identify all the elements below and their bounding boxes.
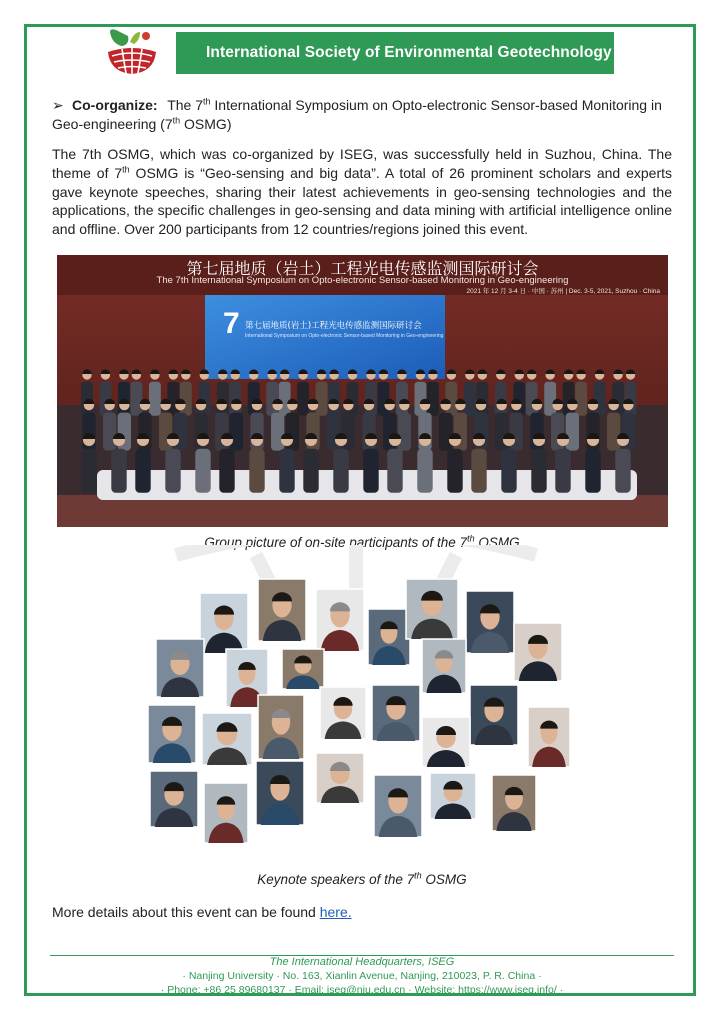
- photo-banner-en: The 7th International Symposium on Opto-electronic Sensor-based Monitoring in Geo-engineering: [156, 275, 569, 286]
- banner-title: International Society of Environmental Geotechnology: [206, 44, 612, 61]
- co-organize-heading: [52, 96, 674, 134]
- caption-text: OSMG: [421, 872, 467, 887]
- ordinal-sup: th: [122, 164, 130, 175]
- footer-contact: · Phone: +86 25 89680137 · Email: iseg@nju.edu.cn · Website: https://www.iseg.info/ ·: [160, 984, 564, 996]
- more-details: [52, 904, 352, 920]
- group-photo: [57, 255, 668, 527]
- society-banner: [176, 32, 614, 74]
- keynote-collage: [136, 545, 576, 865]
- screen-title-en: International Symposium on Opto-electronic Sensor-based Monitoring in Geo-engineering: [245, 333, 444, 339]
- event-description: [52, 145, 672, 239]
- ordinal-sup: th: [172, 115, 181, 126]
- footer-address: · Nanjing University · No. 163, Xianlin Avenue, Nanjing, 210023, P. R. China ·: [182, 970, 542, 982]
- co-organize-text: OSMG): [180, 116, 232, 132]
- ordinal-sup: th: [467, 533, 475, 544]
- screen-number: 7: [223, 307, 240, 340]
- caption-text: Group picture of on-site participants of the 7: [204, 535, 468, 550]
- screen-title-cn: 第七届地质(岩土)工程光电传感监测国际研讨会: [245, 321, 422, 331]
- caption-text: Keynote speakers of the 7: [257, 872, 415, 887]
- photo-banner-cn: 第七届地质（岩土）工程光电传感监测国际研讨会: [186, 259, 539, 278]
- ordinal-sup: th: [203, 96, 211, 107]
- co-organize-label: Co-organize:: [72, 97, 158, 113]
- caption-text: OSMG: [474, 535, 520, 550]
- here-link[interactable]: here.: [319, 904, 352, 920]
- keynote-caption: [0, 872, 724, 887]
- arrow-bullet-icon: ➢: [52, 97, 64, 113]
- description-text: OSMG is “Geo-sensing and big data”. A total of 26 prominent scholars and experts gave keynote speeches, sharing their latest achievements in geo-sensing technologies and the applications, the specific challenges in geo-sensing and data mining with artificial intelligence online and offline. Over 200 participants from 12 countries/regions joined this event.: [52, 164, 673, 238]
- ordinal-sup: th: [414, 870, 422, 881]
- photo-banner-date: 2021 年 12 月 3-4 日 · 中国 · 苏州 | Dec. 3-5, 2021, Suzhou · China: [466, 288, 660, 295]
- description-text: The 7th OSMG, which was co-organized by ISEG, was successfully held in Suzhou, China. The theme of 7: [52, 146, 672, 181]
- co-organize-text: International Symposium on Opto-electronic Sensor-based Monitoring in Geo-engineering (7: [52, 97, 662, 132]
- more-details-text: More details about this event can be found: [52, 904, 320, 920]
- iseg-logo: [106, 28, 158, 76]
- co-organize-text: The 7: [167, 97, 204, 113]
- footer-hq: The International Headquarters, ISEG: [269, 956, 455, 968]
